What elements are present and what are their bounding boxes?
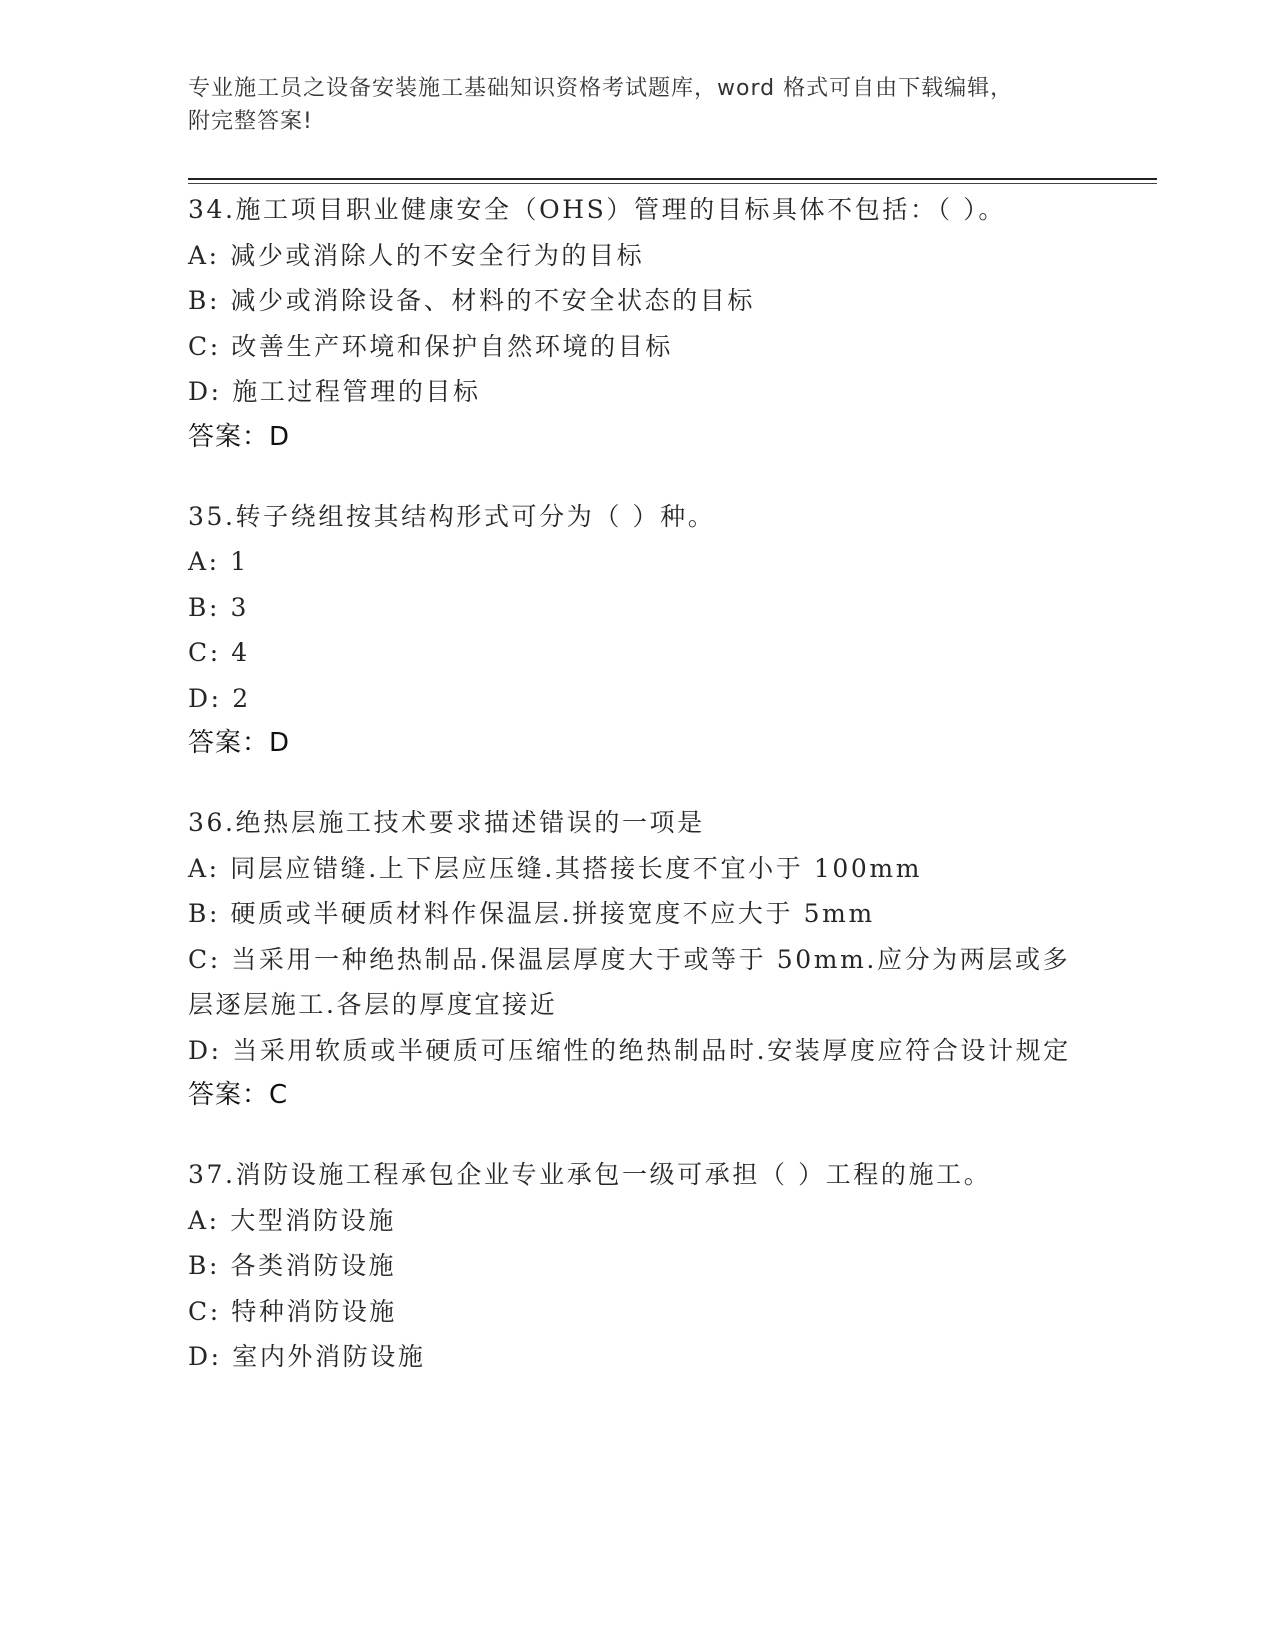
option-c: C: 当采用一种绝热制品.保温层厚度大于或等于 50mm.应分为两层或多层逐层施工.各层的厚度宜接近 [188, 944, 1071, 1019]
question-37 [188, 1152, 1088, 1380]
question-stem: 36.绝热层施工技术要求描述错误的一项是 [188, 808, 705, 837]
option-a: A: 大型消防设施 [188, 1205, 396, 1235]
header-divider-thick [188, 178, 1157, 180]
option-a: A: 同层应错缝.上下层应压缝.其搭接长度不宜小于 100mm [188, 853, 922, 883]
question-34 [188, 187, 1088, 460]
question-stem: 34.施工项目职业健康安全（OHS）管理的目标具体不包括：（ ）。 [188, 195, 1006, 224]
option-d: D: 当采用软质或半硬质可压缩性的绝热制品时.安装厚度应符合设计规定 [188, 1035, 1071, 1065]
question-stem: 35.转子绕组按其结构形式可分为（ ）种。 [188, 501, 716, 531]
option-c: C: 4 [188, 638, 250, 667]
option-b: B: 各类消防设施 [188, 1251, 397, 1280]
option-d: D: 2 [188, 683, 251, 713]
option-a: A: 减少或消除人的不安全行为的目标 [188, 240, 645, 270]
option-d: D: 施工过程管理的目标 [188, 377, 481, 406]
header-divider-thin [188, 183, 1157, 184]
question-36 [188, 800, 1088, 1118]
option-c: C: 特种消防设施 [188, 1296, 397, 1326]
answer-label: 答案：D [188, 728, 291, 758]
option-d: D: 室内外消防设施 [188, 1342, 426, 1371]
option-c: C: 改善生产环境和保护自然环境的目标 [188, 331, 673, 361]
question-35 [188, 494, 1088, 767]
answer-label: 答案：D [188, 421, 291, 452]
option-b: B: 硬质或半硬质材料作保温层.拼接宽度不应大于 5mm [188, 899, 875, 928]
question-stem: 37.消防设施工程承包企业专业承包一级可承担（ ）工程的施工。 [188, 1160, 992, 1189]
answer-label: 答案：C [188, 1080, 289, 1110]
option-a: A: 1 [188, 547, 249, 576]
header-title-line-1: 专业施工员之设备安装施工基础知识资格考试题库，word 格式可自由下载编辑， [188, 76, 1014, 101]
option-b: B: 3 [188, 592, 250, 622]
document-header [188, 72, 1088, 138]
option-b: B: 减少或消除设备、材料的不安全状态的目标 [188, 286, 755, 315]
header-title-line-2: 附完整答案! [188, 109, 313, 134]
question-list [188, 187, 1088, 1414]
